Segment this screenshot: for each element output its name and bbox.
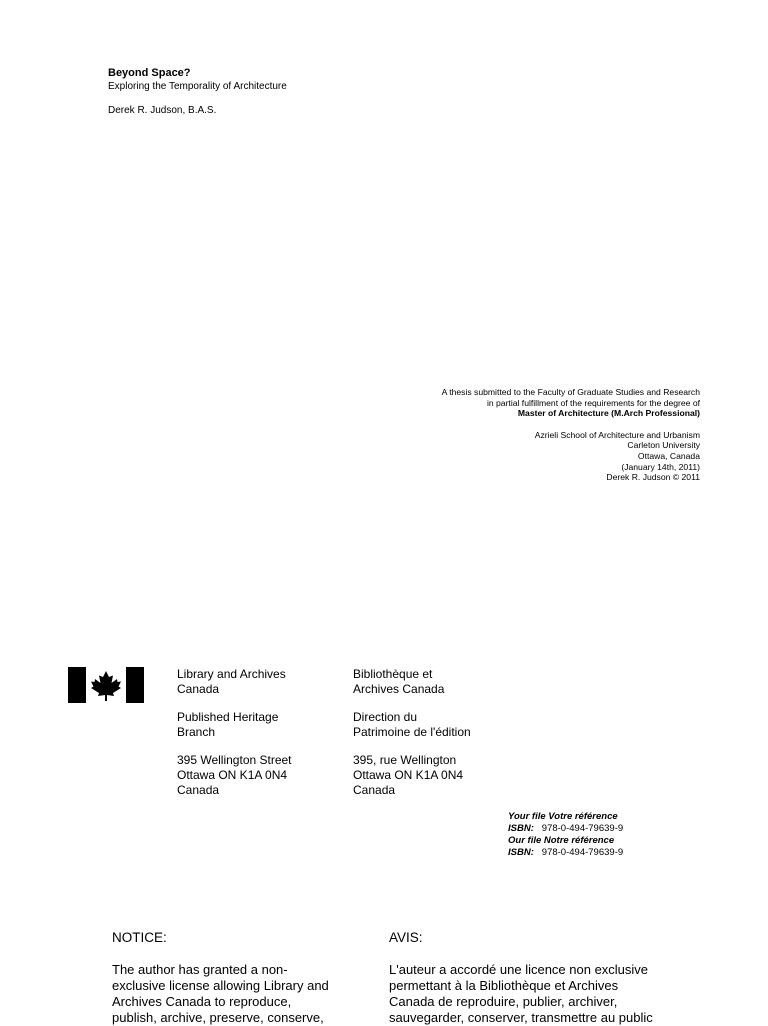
lac-en-branch-line1: Published Heritage	[177, 710, 279, 724]
lac-fr-address-line2: Ottawa ON K1A 0N4	[353, 768, 464, 782]
avis-line-2: permettant à la Bibliothèque et Archives	[389, 978, 619, 993]
thesis-line-2: in partial fulfillment of the requirements for the degree of	[486, 397, 700, 408]
lac-fr-branch-line1: Direction du	[353, 710, 418, 724]
isbn-label: ISBN:	[508, 823, 534, 834]
thesis-date: (January 14th, 2011)	[621, 461, 700, 472]
lac-fr-org-line2: Archives Canada	[353, 682, 445, 696]
document-title: Beyond Space?	[108, 67, 191, 79]
thesis-line-1: A thesis submitted to the Faculty of Graduate Studies and Research	[441, 387, 700, 397]
lac-en-address-line3: Canada	[177, 783, 220, 797]
isbn-row-2	[508, 847, 708, 859]
thesis-university: Carleton University	[627, 440, 700, 451]
thesis-copyright: Derek R. Judson © 2011	[606, 472, 700, 483]
canada-flag-icon	[68, 667, 144, 703]
lac-en-address-line2: Ottawa ON K1A 0N4	[177, 768, 288, 782]
lac-fr-address-line1: 395, rue Wellington	[353, 753, 457, 767]
notice-line-2: exclusive license allowing Library and	[112, 978, 329, 993]
document-subtitle: Exploring the Temporality of Architecture	[108, 81, 287, 92]
notice-line-1: The author has granted a non-	[112, 962, 288, 977]
notice-line-3: Archives Canada to reproduce,	[112, 994, 292, 1009]
our-file-label: Our file Notre référence	[508, 835, 615, 846]
isbn-row-1	[508, 823, 708, 835]
avis-line-4: sauvegarder, conserver, transmettre au public	[389, 1010, 653, 1025]
avis-body	[389, 962, 689, 1026]
thesis-school: Azrieli School of Architecture and Urbanism	[534, 429, 700, 440]
lac-en-address-line1: 395 Wellington Street	[177, 753, 292, 767]
document-author: Derek R. Judson, B.A.S.	[108, 105, 217, 116]
avis-heading: AVIS:	[389, 930, 423, 945]
lac-en-org-line2: Canada	[177, 682, 220, 696]
isbn-value: 978-0-494-79639-9	[541, 823, 624, 834]
avis-line-1: L'auteur a accordé une licence non exclusive	[389, 962, 649, 977]
lac-en-org-line1: Library and Archives	[177, 667, 286, 681]
file-references	[508, 811, 708, 859]
thesis-statement	[360, 387, 700, 483]
lac-fr-address-line3: Canada	[353, 783, 396, 797]
isbn-value: 978-0-494-79639-9	[541, 847, 624, 858]
thesis-degree: Master of Architecture (M.Arch Professional)	[517, 408, 700, 419]
notice-heading: NOTICE:	[112, 930, 167, 945]
isbn-label: ISBN:	[508, 847, 534, 858]
notice-line-4: publish, archive, preserve, conserve,	[112, 1010, 324, 1025]
lac-fr-branch-line2: Patrimoine de l'édition	[353, 725, 471, 739]
lac-french-block	[353, 667, 523, 811]
avis-line-3: Canada de reproduire, publier, archiver,	[389, 994, 618, 1009]
lac-en-branch-line2: Branch	[177, 725, 216, 739]
notice-body	[112, 962, 372, 1026]
lac-fr-org-line1: Bibliothèque et	[353, 667, 433, 681]
thesis-city: Ottawa, Canada	[637, 450, 700, 461]
your-file-label: Your file Votre référence	[508, 811, 618, 822]
lac-english-block	[177, 667, 347, 811]
